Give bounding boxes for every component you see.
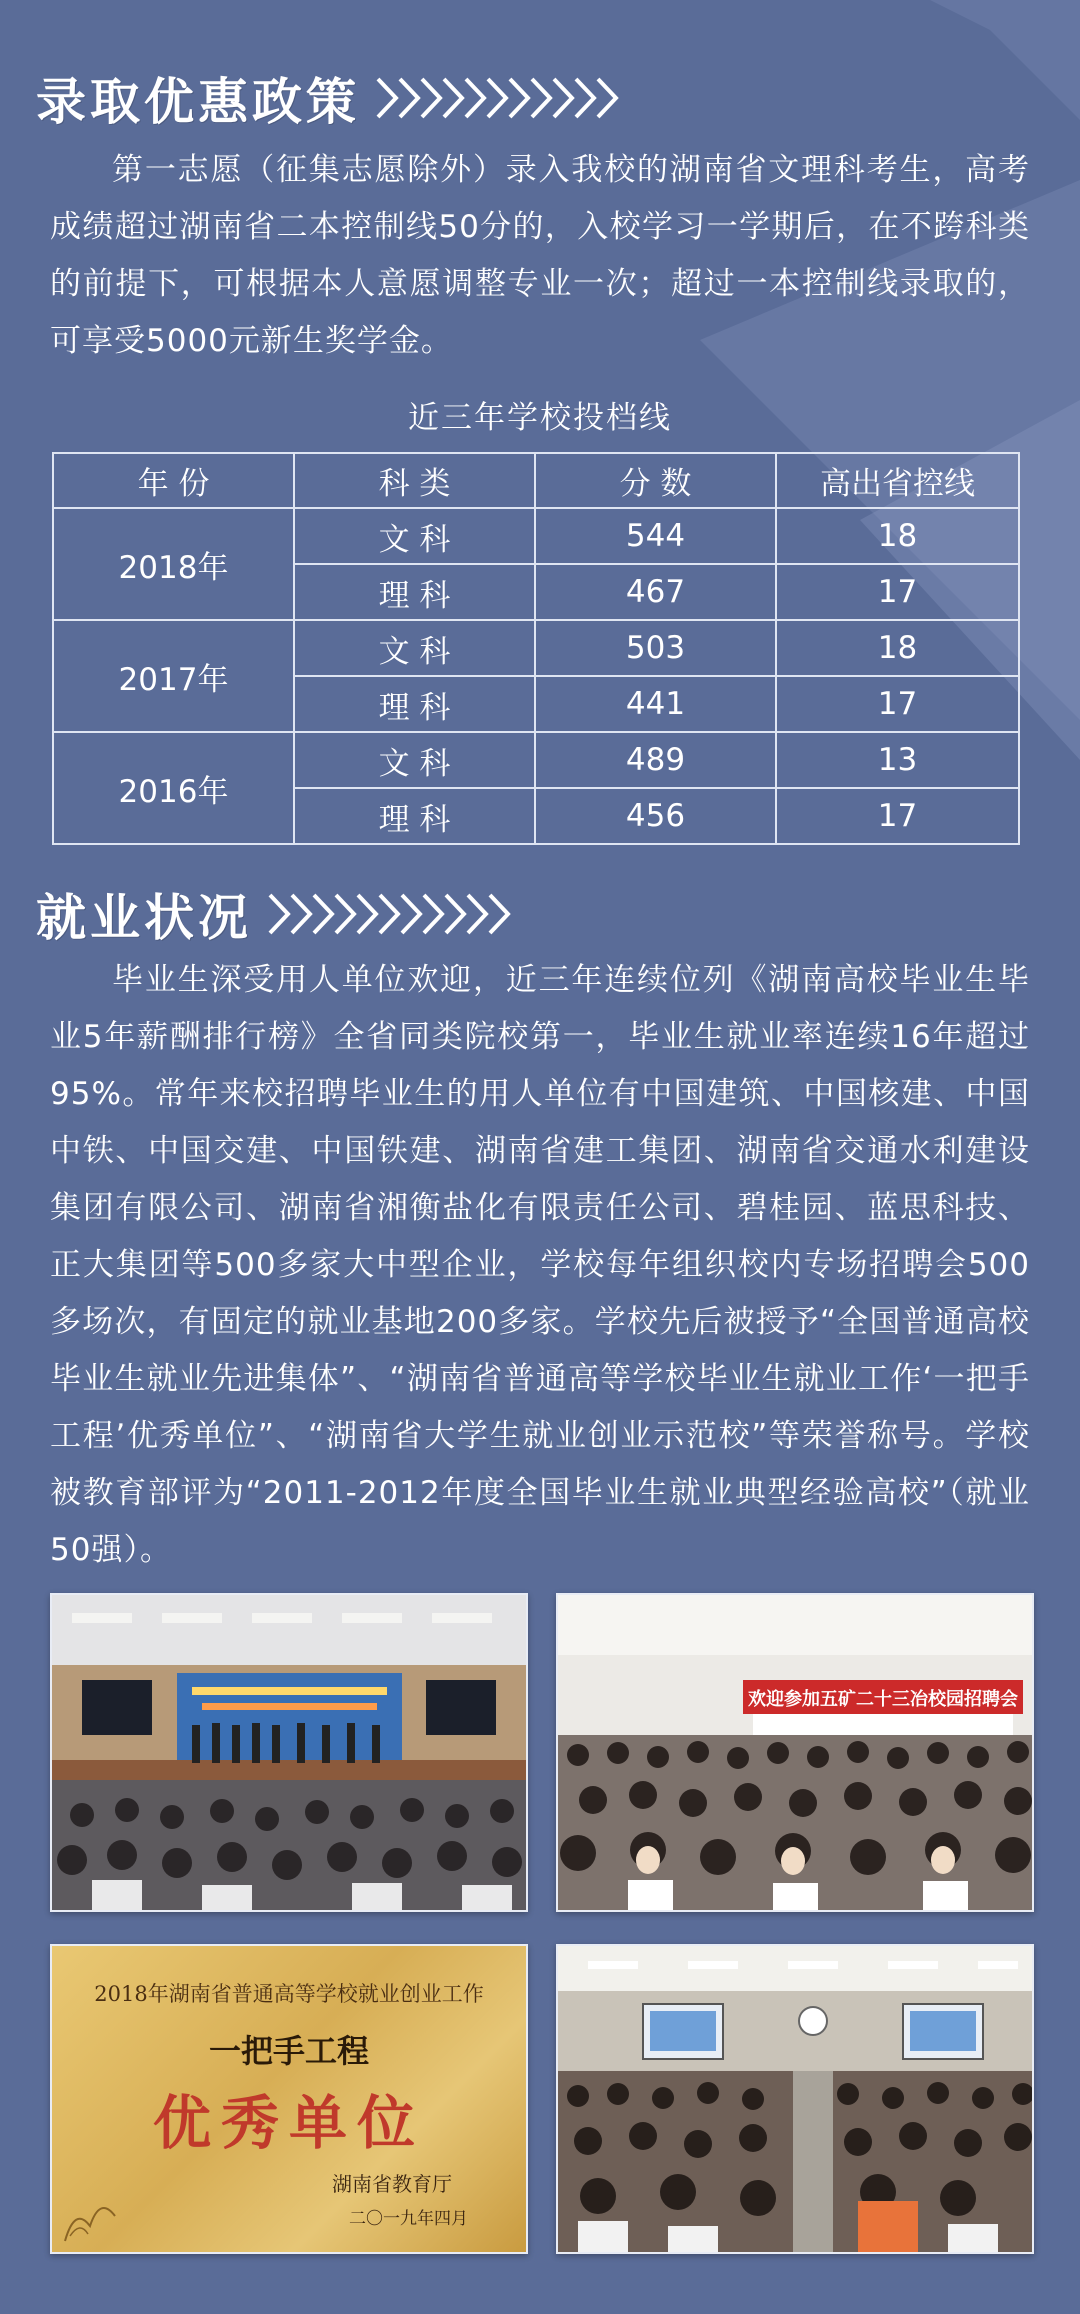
table-row — [53, 732, 1019, 788]
photo-award-plaque — [50, 1944, 528, 2254]
chevron-right-icon — [374, 73, 624, 123]
admission-heading — [36, 62, 624, 134]
above-cell: 18 — [776, 620, 1019, 676]
subject-cell: 文 科 — [294, 620, 535, 676]
table-row — [53, 620, 1019, 676]
chevron-right-icon — [266, 889, 516, 939]
score-cell: 544 — [535, 508, 776, 564]
above-cell: 13 — [776, 732, 1019, 788]
above-cell: 17 — [776, 788, 1019, 844]
table-row — [53, 508, 1019, 564]
table-header-row — [53, 453, 1019, 508]
year-cell: 2018年 — [53, 508, 294, 620]
admission-score-table — [52, 452, 1020, 845]
header-subject: 科 类 — [294, 453, 535, 508]
admission-paragraph: 第一志愿（征集志愿除外）录入我校的湖南省文理科考生，高考成绩超过湖南省二本控制线50分的，入校学习一学期后，在不跨科类的前提下，可根据本人意愿调整专业一次；超过一本控制线录取的，可享受5000元新生奖学金。 — [50, 152, 1030, 359]
header-year: 年 份 — [53, 453, 294, 508]
plaque-issuer: 湖南省教育厅 — [332, 2172, 452, 2196]
recruitment-image — [558, 1595, 1032, 1910]
admission-title: 录取优惠政策 — [36, 72, 360, 131]
auditorium-image — [52, 1595, 526, 1910]
employment-heading — [36, 878, 516, 950]
lecture-hall-image — [558, 1946, 1032, 2252]
header-above: 高出省控线 — [776, 453, 1019, 508]
score-cell: 441 — [535, 676, 776, 732]
hall-banner-text: 欢迎参加五矿二十三冶校园招聘会 — [748, 1689, 1018, 1710]
score-cell: 489 — [535, 732, 776, 788]
subject-cell: 理 科 — [294, 564, 535, 620]
year-cell: 2016年 — [53, 732, 294, 844]
plaque-date: 二〇一九年四月 — [349, 2209, 468, 2229]
subject-cell: 文 科 — [294, 508, 535, 564]
above-cell: 18 — [776, 508, 1019, 564]
year-cell: 2017年 — [53, 620, 294, 732]
employment-title: 就业状况 — [36, 888, 252, 947]
subject-cell: 理 科 — [294, 676, 535, 732]
photo-lecture-hall — [556, 1944, 1034, 2254]
plaque-line1: 2018年湖南省普通高等学校就业创业工作 — [94, 1982, 484, 2006]
score-cell: 467 — [535, 564, 776, 620]
above-cell: 17 — [776, 676, 1019, 732]
plaque-line2: 一把手工程 — [208, 2032, 369, 2070]
header-score: 分 数 — [535, 453, 776, 508]
table-title: 近三年学校投档线 — [408, 400, 672, 436]
photo-campus-recruitment — [556, 1593, 1034, 1912]
subject-cell: 文 科 — [294, 732, 535, 788]
plaque-line3: 优秀单位 — [152, 2089, 425, 2157]
subject-cell: 理 科 — [294, 788, 535, 844]
score-cell: 456 — [535, 788, 776, 844]
employment-paragraph: 毕业生深受用人单位欢迎，近三年连续位列《湖南高校毕业生毕业5年薪酬排行榜》全省同类院校第一，毕业生就业率连续16年超过95%。常年来校招聘毕业生的用人单位有中国建筑、中国核建、中国中铁、中国交建、中国铁建、湖南省建工集团、湖南省交通水利建设集团有限公司、湖南省湘衡盐化有限责任公司、碧桂园、蓝思科技、正大集团等500多家大中型企业，学校每年组织校内专场招聘会500多场次，有固定的就业基地200多家。学校先后被授予“全国普通高校毕业生就业先进集体”、“湖南省普通高等学校毕业生就业工作‘一把手工程’优秀单位”、“湖南省大学生就业创业示范校”等荣誉称号。学校被教育部评为“2011-2012年度全国毕业生就业典型经验高校”（就业50强）。 — [50, 962, 1030, 1568]
score-cell: 503 — [535, 620, 776, 676]
above-cell: 17 — [776, 564, 1019, 620]
plaque-ornament-icon — [60, 2186, 120, 2246]
photo-job-fair-auditorium — [50, 1593, 528, 1912]
